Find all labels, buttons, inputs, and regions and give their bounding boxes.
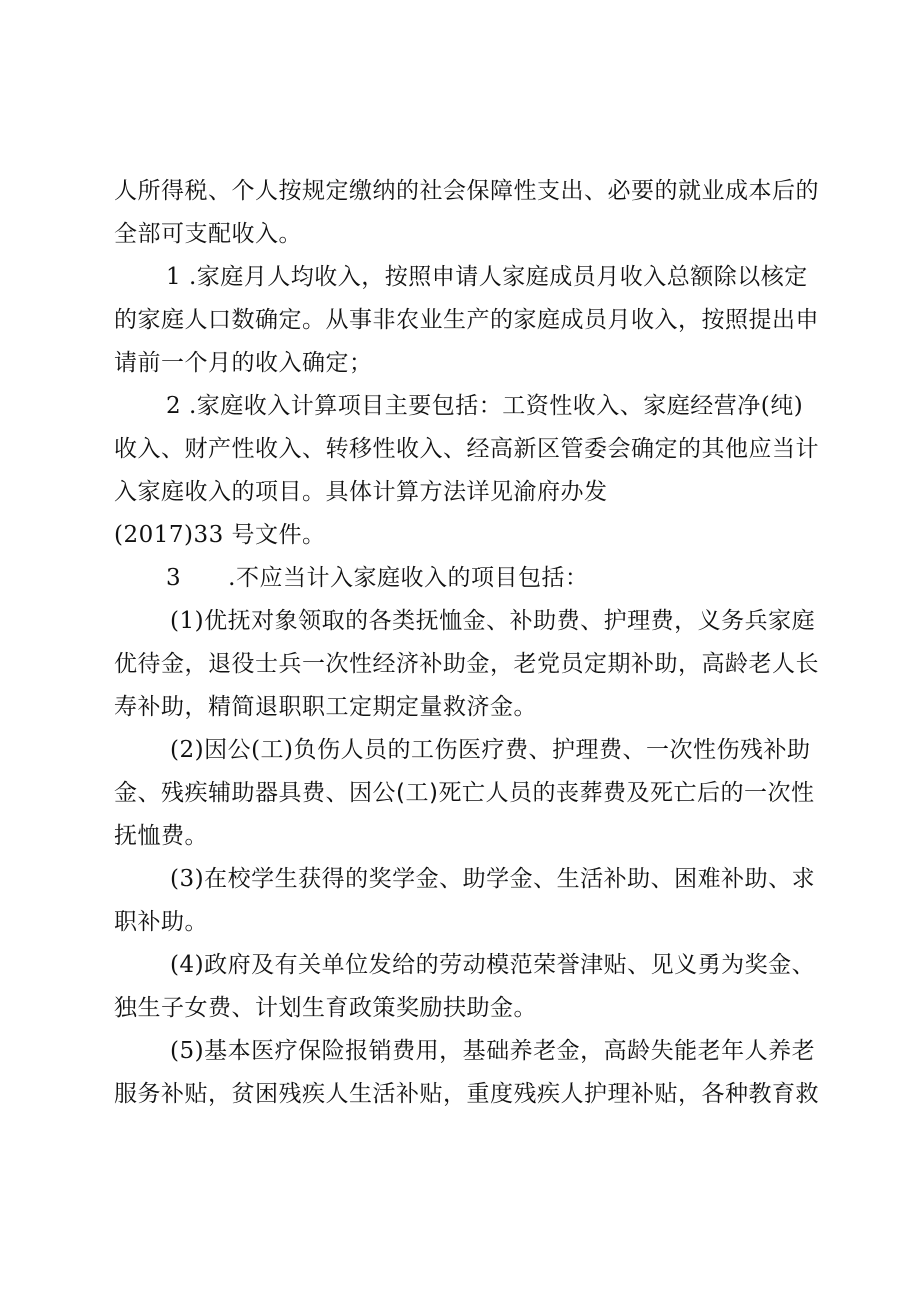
text-line: 1 .家庭月人均收入，按照申请人家庭成员月收入总额除以核定 — [166, 264, 808, 290]
text-line: 独生子女费、计划生育政策奖励扶助金。 — [114, 995, 537, 1021]
text-line: 职补助。 — [114, 909, 208, 935]
text-line: 人所得税、个人按规定缴纳的社会保障性支出、必要的就业成本后的 — [114, 178, 819, 204]
text-line: 服务补贴，贫困残疾人生活补贴，重度残疾人护理补贴，各种教育救 — [114, 1081, 819, 1107]
text-line: 的家庭人口数确定。从事非农业生产的家庭成员月收入，按照提出申 — [114, 307, 819, 333]
text-line: 优待金，退役士兵一次性经济补助金，老党员定期补助，高龄老人长 — [114, 651, 819, 677]
text-line: 2 .家庭收入计算项目主要包括：工资性收入、家庭经营净(纯) — [166, 393, 804, 419]
text-line: 寿补助，精简退职职工定期定量救济金。 — [114, 694, 537, 720]
text-line: 收入、财产性收入、转移性收入、经高新区管委会确定的其他应当计 — [114, 436, 819, 462]
text-line: (2017)33 号文件。 — [114, 522, 326, 548]
text-line: 抚恤费。 — [114, 823, 208, 849]
text-line: (4)政府及有关单位发给的劳动模范荣誉津贴、见义勇为奖金、 — [170, 952, 816, 978]
text-line: 金、残疾辅助器具费、因公(工)死亡人员的丧葬费及死亡后的一次性 — [114, 780, 815, 806]
text-line: 入家庭收入的项目。具体计算方法详见渝府办发 — [114, 479, 608, 505]
text-line: 全部可支配收入。 — [114, 221, 302, 247]
text-line: (3)在校学生获得的奖学金、助学金、生活补助、困难补助、求 — [170, 866, 816, 892]
text-line: 请前一个月的收入确定； — [114, 350, 373, 376]
text-line: (2)因公(工)负伤人员的工伤医疗费、护理费、一次性伤残补助 — [170, 737, 811, 763]
text-line: (1)优抚对象领取的各类抚恤金、补助费、护理费，义务兵家庭 — [170, 608, 816, 634]
text-line: 3 .不应当计入家庭收入的项目包括： — [166, 565, 589, 591]
text-line: (5)基本医疗保险报销费用，基础养老金，高龄失能老年人养老 — [170, 1038, 816, 1064]
